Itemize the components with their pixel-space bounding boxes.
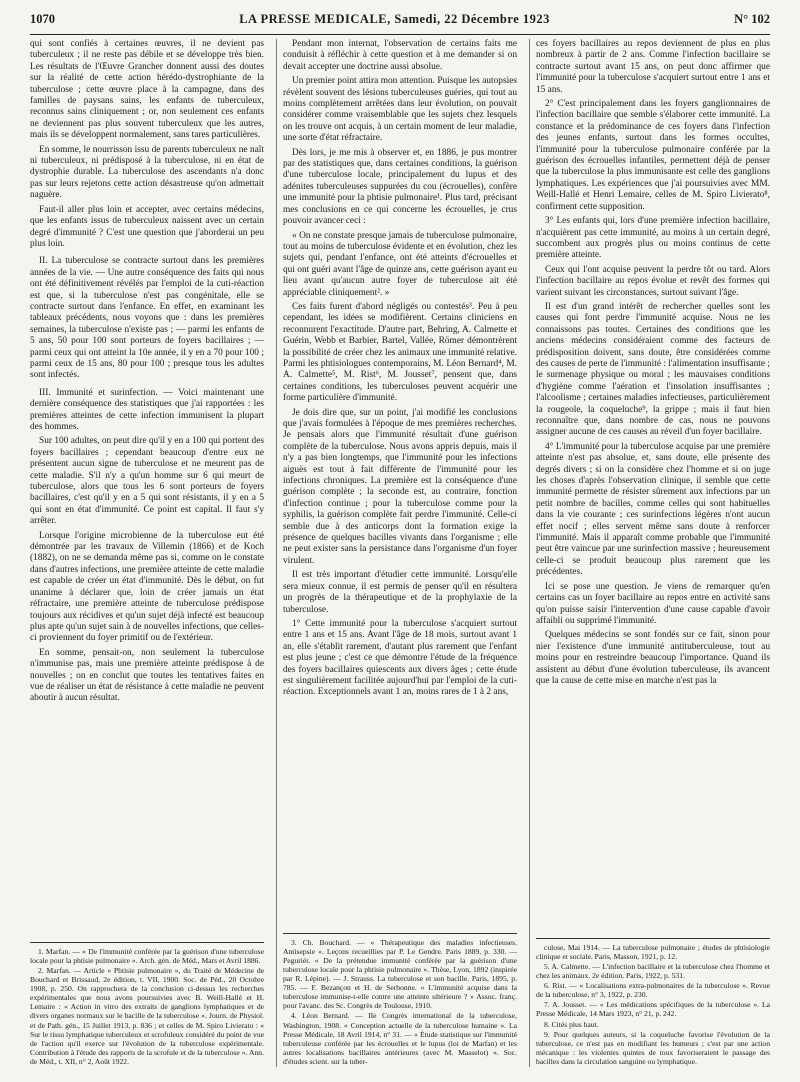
article-columns [30, 39, 770, 1067]
footnote: 6. Rist. — « Localisations extra-pulmonaires de la tuberculose ». Revue de la tuberculose, n° 3, 1922, p. 230. [536, 981, 770, 1000]
column-1-body [30, 39, 264, 939]
paragraph: En somme, pensait-on, non seulement la tuberculose n'immunise pas, mais une première atteinte prédispose à de nouvelles ; on en conclut que toutes les tentatives faites en vue de réaliser un état de résistance à cette maladie ne peuvent aboutir à aucun résultat. [30, 647, 264, 704]
footnote: culose, Mai 1914. — La tuberculose pulmonaire ; études de phtisiologie clinique et sociale. Paris, Masson, 1921, p. 12. [536, 942, 770, 961]
paragraph: Faut-il aller plus loin et accepter, avec certains médecins, que les enfants issus de tuberculeux naissent avec un certain degré d'immunité ? C'est une question que j'aborderai un peu plus loin. [30, 204, 264, 249]
paragraph: Ceux qui l'ont acquise peuvent la perdre tôt ou tard. Alors l'infection bacillaire au repos évolue et revêt des formes qui varient suivant les circonstances, surtout suivant l'âge. [536, 264, 770, 298]
paragraph: Dès lors, je me mis à observer et, en 1886, je pus montrer par des statistiques que, dans certaines conditions, la guérison d'une tuberculose locale, principalement du lupus et des adénites tuberculeuses suppurées du cou (écrouelles), confère une immunité pour la phtisie pulmonaire¹. Plus tard, précisant mes conclusions en ce qui concerne les écrouelles, je crus pouvoir avancer ceci : [283, 147, 517, 227]
column-2 [276, 39, 517, 1067]
paragraph: Il est très important d'étudier cette immunité. Lorsqu'elle sera mieux connue, il est permis de penser qu'il en résultera un progrès de la thérapeutique et de la prophylaxie de la tuberculose. [283, 570, 517, 615]
column-3-body [536, 39, 770, 935]
paragraph: 1° Cette immunité pour la tuberculose s'acquiert surtout entre 1 ans et 15 ans. Avant l'âge de 18 mois, surtout avant 1 an, elle s'établit rarement, d'autant plus rarement que l'enfant est plus jeune ; c'est ce que démontre l'étude de la fréquence des foyers bacillaires quiescents aux divers âges ; cette étude est singulièrement facilitée aujourd'hui par l'emploi de la cuti-réaction. Exceptionnels avant 1 an, moins rares de 1 à 2 ans, [283, 618, 517, 698]
footnote: 4. Léon Bernard. — IIe Congrès international de la tuberculose, Washington, 1908. « Conception actuelle de la tuberculose humaine ». La Presse Médicale, 18 Avril 1914, n° 31. — « Étude statistique sur l'immunité tuberculeuse conférée par les écrouelles et le lupus (loi de Marfan) et les autres localisations bacillaires antérieures (avec M. Masselot) ». Soc. d'études scient. sur la tuber- [283, 1011, 517, 1066]
footnote: 7. A. Jousset. — « Les médications spécifiques de la tuberculose ». La Presse Médicale, 14 Mars 1923, n° 21, p. 242. [536, 1000, 770, 1019]
quote-paragraph: « On ne constate presque jamais de tuberculose pulmonaire, tout au moins de tuberculose évidente et en évolution, chez les sujets qui, pendant l'enfance, ont été atteints d'écrouelles et qui ont guéri avant l'âge de quinze ans, cette guérison ayant eu lieu avant qu'aucun autre foyer de tuberculose ait été appréciable cliniquement². » [283, 230, 517, 298]
paragraph: Pendant mon internat, l'observation de certains faits me conduisit à réfléchir à cette question et à me demander si on devait accepter une doctrine aussi absolue. [283, 39, 517, 72]
column-1-footnotes [30, 942, 264, 1067]
page-header [30, 12, 770, 35]
footnote: 8. Cités plus haut. [544, 1019, 599, 1029]
column-1 [30, 39, 264, 1067]
paragraph: qui sont confiés à certaines œuvres, il ne devient pas tuberculeux ; il ne reste pas débile et se développe très bien. Les résultats de l'Œuvre Grancher donnent aussi des doutes sur la réalité de cette action hérédo-dystrophiante de la tuberculose ; cette œuvre place à la campagne, dans des familles de paysans sains, les enfants de tuberculeux, reconnus sains cliniquement ; or, non seulement ces enfants ne deviennent pas plus souvent tuberculeux que les autres, mais ils se développent normalement, sans tares particulières. [30, 39, 264, 141]
section-heading-paragraph: II. La tuberculose se contracte surtout dans les premières années de la vie. — Une autre conséquence des faits qui nous ont été définitivement révélés par l'emploi de la cuti-réaction est que, si la tuberculose n'est pas congénitale, elle se contracte surtout dans l'enfance. En effet, en examinant les tableaux précédents, nous voyons que : dans les premières semaines, la tuberculose n'existe pas ; — parmi les enfants de 5 ans, 50 pour 100 sont porteurs de foyers bacillaires ; — parmi ceux qui ont atteint la 10e année, il y en a 70 pour 100 ; parmi ceux de 15 ans, 80 pour 100 ; presque tous les adultes sont infectés. [30, 256, 264, 381]
section-heading-paragraph: III. Immunité et surinfection. — Voici maintenant une dernière conséquence des statistiques que j'ai rapportées : les premières atteintes de cette infection immunisent la plupart des hommes. [30, 387, 264, 432]
page-number: 1070 [30, 12, 55, 26]
paragraph: Il est d'un grand intérêt de rechercher quelles sont les causes qui font perdre l'immunité acquise. Nous ne les connaissons pas toutes. Certaines des conditions que les anciens médecins considéraient comme des facteurs de prédisposition doivent, sans doute, être considérées comme des causes de perte de l'immunité : l'alimentation insuffisante ; le surmenage physique ou moral ; les mauvaises conditions d'hygiène comme l'aération et l'insolation insuffisantes ; l'alcoolisme ; certaines maladies infectieuses, particulièrement la rougeole, la coqueluche⁹, la grippe ; mais il faut bien reconnaître que, dans nombre de cas, nous ne pouvons assigner aucune de ces causes au réveil d'un foyer bacillaire. [536, 301, 770, 438]
footnote: 3. Ch. Bouchard. — « Thérapeutique des maladies infectieuses. Antisepsie ». Leçons recueillies par P. Le Gendre. Paris 1889, p. 330. — Peguriér. « De la prétendue immunité conférée par la guérison d'une tuberculose locale pour la phtisie pulmonaire ». Thèse, Lyon, 1892 (inspirée par R. Lépine). — J. Strauss. La tuberculose et son bacille. Paris, 1895, p. 785. — F. Bezançon et H. de Serbonne. « L'immunité acquise dans la tuberculose immunise-t-elle contre une atteinte ultérieure ? » Assoc. franç. pour l'avanc. des Sc. Congrès de Toulouse, 1910. [283, 937, 517, 1011]
column-3 [529, 39, 770, 1067]
paragraph: Je dois dire que, sur un point, j'ai modifié les conclusions que j'avais formulées à l'époque de mes premières recherches. Je pensais alors que l'immunité résultait d'une guérison complète de la tuberculose. Nous avons appris depuis, mais il n'y a pas bien longtemps, que l'immunité pour les infections aiguës est tout à fait différente de l'immunité pour les infections chroniques. La première est la conséquence d'une guérison complète ; la seconde est, au contraire, fonction d'infection continue ; pour la tuberculose comme pour la syphilis, la guérison complète fait perdre l'immunité. Celle-ci semble due à des anticorps dont la formation exige la présence de quelques bacilles vivants dans l'organisme ; elle ne peut exister sans la persistance dans l'organisme d'un foyer virulent. [283, 407, 517, 566]
footnote: 2. Marfan. — Article « Phtisie pulmonaire », du Traité de Médecine de Bouchard et Brissaud, 2e édition, t. VII, 1900. Soc. de Péd., 20 Octobre 1908, p. 250. On rapprochera de la conclusion ci-dessus les recherches expérimentales que nous avons poursuivies avec B. Weill-Hallé et H. Lemaire : « Action in vitro des extraits de ganglions lymphatiques et de divers organes normaux sur le bacille de la tuberculose ». Journ. de Physiol. et de Path. gén., 15 Juillet 1913, p. 836 ; et celles de M. Spiro Livierato : « Sur le tissu lymphatique tuberculeux et scrofuleux considéré du point de vue de l'action qu'il exerce sur l'évolution de la tuberculose expérimentale. Contribution à l'étude des rapports de la scrofule et de la tuberculose ». Ann. de Méd., t. XII, n° 2, Août 1922. [30, 965, 264, 1066]
paragraph: En somme, le nourrisson issu de parents tuberculeux ne naît ni tuberculeux, ni prédisposé à la tuberculose, ni en état de dystrophie durable. La tuberculose des ascendants n'a donc pas sur leurs rejetons cette action désastreuse qu'on admettait naguère. [30, 144, 264, 201]
footnote: 1. Marfan. — « De l'immunité conférée par la guérison d'une tuberculose locale pour la phtisie pulmonaire ». Arch. gén. de Méd., Mars et Avril 1886. [30, 946, 264, 965]
paragraph: Lorsque l'origine microbienne de la tuberculose eut été démontrée par les travaux de Villemin (1866) et de Koch (1882), on ne se demanda même pas si, comme on le constate dans d'autres infections, une première atteinte de cette maladie est capable de créer un état d'immunité. Dès le début, on fut unanime à déclarer que, loin de créer jamais un état réfractaire, une première atteinte de tuberculose prédispose toujours aux récidives et qu'un sujet déjà infecté est beaucoup plus apte qu'un sujet sain à de nouvelles infections, que celles-ci proviennent du foyer primitif ou de l'extérieur. [30, 530, 264, 644]
column-2-footnotes [283, 933, 517, 1067]
paragraph: 2° C'est principalement dans les foyers ganglionnaires de l'infection bacillaire que semble s'élaborer cette immunité. La constance et la prédominance de ces foyers dans l'infection des jeunes enfants, surtout dans les formes occultes, l'immunité pour la tuberculose pulmonaire conférée par la guérison des écrouelles infantiles, permettent déjà de penser que la tuberculose la plus immunisante est celle des ganglions lymphatiques. Les expériences que j'ai poursuivies avec MM. Weill-Hallé et Henri Lemaire, celles de M. Spiro Livierato⁸, confirment cette supposition. [536, 99, 770, 212]
paragraph: Un premier point attira mon attention. Puisque les autopsies révèlent souvent des lésions tuberculeuses guéries, qui tout au moins complètement arrêtées dans leur évolution, on pouvait considérer comme vraisemblable que les sujets chez lesquels on les trouve ont acquis, à un certain moment de leur maladie, une sorte d'état réfractaire. [283, 76, 517, 144]
paragraph: Quelques médecins se sont fondés sur ce fait, sinon pour nier l'existence d'une immunité antituberculeuse, tout au moins pour en restreindre beaucoup l'importance. Quand ils assistent au début d'une évolution tuberculeuse, ils avancent que la cause de cette mise en marche n'est pas la [536, 630, 770, 686]
issue-number: N° 102 [734, 12, 770, 26]
paragraph: Ici se pose une question. Je viens de remarquer qu'en certains cas un foyer bacillaire au repos entre en activité sans qu'on puisse saisir l'intervention d'une cause capable d'avoir affaibli ou supprimé l'immunité. [536, 581, 770, 626]
paragraph: ces foyers bacillaires au repos deviennent de plus en plus nombreux à partir de 2 ans. Comme l'infection bacillaire se contracte surtout avant 15 ans, on peut donc affirmer que l'immunité pour la tuberculose s'acquiert surtout entre 1 ans et 15 ans. [536, 39, 770, 95]
column-2-body [283, 39, 517, 930]
paragraph: Ces faits furent d'abord négligés ou contestés³. Peu à peu cependant, les idées se modifièrent. Certains cliniciens en reconnurent l'exactitude. D'autre part, Behring, A. Calmette et Guérin, Webb et Barbier, Bartel, Vallée, Römer démontrèrent la possibilité de créer chez les animaux une immunité relative. Parmi les phtisiologues contemporains, M. Léon Bernard⁴, M. A. Calmette⁵, M. Rist⁶, M. Jousset⁷, pensent que, dans certaines conditions, les tuberculoses peuvent acquérir une forme particulière d'immunité. [283, 301, 517, 404]
column-3-footnotes [536, 938, 770, 1067]
journal-title: LA PRESSE MEDICALE, Samedi, 22 Décembre 1923 [239, 12, 550, 26]
paragraph: 3° Les enfants qui, lors d'une première infection bacillaire, n'acquièrent pas cette immunité, au moins à un certain degré, succombent aux progrès plus ou moins continus de cette première atteinte. [536, 216, 770, 261]
paragraph: 4° L'immunité pour la tuberculose acquise par une première atteinte n'est pas absolue, et, sans doute, elle présente des degrés divers ; si on la considère chez l'homme et si on juge les choses d'après l'observation clinique, il semble que cette immunité permette de résister sûrement aux infections par un petit nombre de bacilles, comme celles qui sont habituelles dans la vie courante ; ces surinfections légères n'ont aucun effet nocif ; elles servent même sans doute à renforcer l'immunité. Mais il apparaît comme probable que l'immunité peut être vaincue par une surinfection massive ; heureusement celle-ci se produit beaucoup plus rarement que les précédentes. [536, 441, 770, 578]
paragraph: Sur 100 adultes, on peut dire qu'il y en a 100 qui portent des foyers bacillaires ; cependant beaucoup d'entre eux ne présentent aucun signe de tuberculose et ne meurent pas de cette maladie. S'il n'y a qu'un homme sur 6 qui meurt de tuberculose, alors que tous les 6 sont porteurs de foyers bacillaires, c'est qu'il y en a 5 qui sont résistants, il y en a 5 qui sont en état d'immunité. Ce point est capital. Il faut s'y arrêter. [30, 436, 264, 527]
footnote: 9. Pour quelques auteurs, si la coqueluche favorise l'évolution de la tuberculose, ce n'est pas en modifiant les humeurs ; c'est par une action mécanique : les violentes quintes de toux favoriseraient le passage des bacilles dans la circulation sanguine ou lymphatique. [536, 1029, 770, 1066]
footnote: 5. A. Calmette. — L'infection bacillaire et la tuberculose chez l'homme et chez les animaux. 2e édition. Paris, 1922, p. 531. [536, 961, 770, 981]
